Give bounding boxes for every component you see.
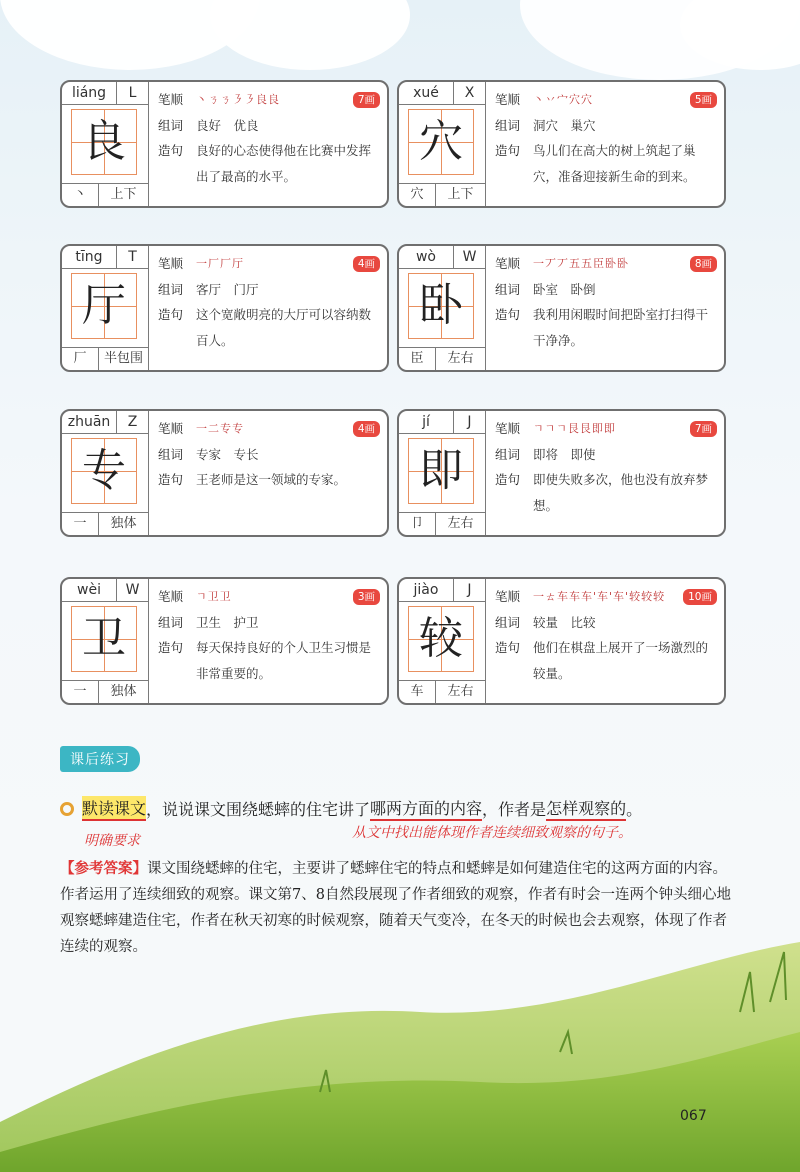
stroke-count-badge: 10画 bbox=[683, 589, 717, 605]
initial-letter: L bbox=[128, 85, 137, 101]
stroke-count-badge: 4画 bbox=[353, 421, 380, 437]
radical: 丶 bbox=[62, 184, 99, 206]
words-label: 组词 bbox=[495, 282, 521, 297]
page-number: 067 bbox=[680, 1108, 707, 1124]
sentence-label: 造句 bbox=[495, 143, 521, 158]
radical: 卩 bbox=[399, 513, 436, 535]
words-label: 组词 bbox=[495, 615, 521, 630]
stroke-label: 笔顺 bbox=[495, 421, 521, 436]
character: 卫 bbox=[82, 613, 126, 664]
character-info-panel bbox=[62, 246, 149, 370]
character-info-panel bbox=[62, 411, 149, 535]
stroke-count-badge: 7画 bbox=[690, 421, 717, 437]
handwritten-note-left: 明确要求 bbox=[84, 833, 140, 849]
question-text: ，说说课文围绕蟋蟀的住宅讲了 bbox=[146, 800, 371, 819]
character-info-panel bbox=[62, 82, 149, 206]
character-card bbox=[60, 409, 389, 537]
question-end: 。 bbox=[626, 800, 643, 819]
words: 客厅 门厅 bbox=[196, 282, 259, 297]
pinyin: wèi bbox=[62, 579, 117, 601]
pinyin: jiào bbox=[399, 579, 454, 601]
writing-grid bbox=[71, 606, 137, 672]
stroke-label: 笔顺 bbox=[495, 92, 521, 107]
bullet-circle-icon bbox=[60, 802, 74, 816]
answer-text: 课文围绕蟋蟀的住宅，主要讲了蟋蟀住宅的特点和蟋蟀是如何建造住宅的这两方面的内容。作者运用了连续细致的观察。课文第7、8自然段展现了作者细致的观察，作者有时会一连两个钟头细心地观察蟋蟀建造住宅，作者在秋天初寒的时候观察，随着天气变冷，在冬天的时候也会去观察，体现了作者连续的观察。 bbox=[60, 861, 731, 955]
words: 洞穴 巢穴 bbox=[533, 118, 596, 133]
stroke-count-badge: 3画 bbox=[353, 589, 380, 605]
words-label: 组词 bbox=[158, 282, 184, 297]
stroke-order: ㄱ卫卫 bbox=[196, 590, 232, 603]
question-highlight-2: 哪两方面的内容 bbox=[370, 796, 482, 821]
character: 良 bbox=[82, 116, 126, 167]
stroke-count-badge: 5画 bbox=[690, 92, 717, 108]
grass-illustration bbox=[0, 942, 800, 1172]
cloud-decoration bbox=[210, 0, 410, 70]
writing-grid bbox=[408, 109, 474, 175]
sentence: 每天保持良好的个人卫生习惯是非常重要的。 bbox=[196, 640, 372, 681]
initial-letter: W bbox=[125, 582, 140, 598]
stroke-label: 笔顺 bbox=[158, 256, 184, 271]
words: 即将 即使 bbox=[533, 447, 596, 462]
question-text: ，作者是 bbox=[482, 800, 547, 819]
character: 较 bbox=[419, 613, 463, 664]
structure: 左右 bbox=[447, 516, 474, 531]
question-highlight-1: 默读课文 bbox=[82, 796, 146, 821]
pinyin: zhuān bbox=[62, 411, 117, 433]
character-card bbox=[60, 80, 389, 208]
initial-letter: J bbox=[467, 582, 472, 598]
writing-grid bbox=[408, 606, 474, 672]
character-card bbox=[397, 409, 726, 537]
words: 专家 专长 bbox=[196, 447, 259, 462]
character-card bbox=[397, 244, 726, 372]
pinyin: wò bbox=[399, 246, 454, 268]
radical: 穴 bbox=[399, 184, 436, 206]
sentence: 良好的心态使得他在比赛中发挥出了最高的水平。 bbox=[196, 143, 372, 184]
radical: 厂 bbox=[62, 348, 99, 370]
sentence: 王老师是这一领域的专家。 bbox=[196, 472, 347, 487]
answer-tag: 【参考答案】 bbox=[60, 861, 147, 877]
structure: 左右 bbox=[447, 351, 474, 366]
stroke-order: 一丆丆五五臣卧卧 bbox=[533, 257, 629, 270]
character-card bbox=[60, 577, 389, 705]
character-info-panel bbox=[399, 246, 486, 370]
sentence-label: 造句 bbox=[495, 307, 521, 322]
writing-grid bbox=[408, 273, 474, 339]
stroke-label: 笔顺 bbox=[158, 589, 184, 604]
stroke-count-badge: 7画 bbox=[353, 92, 380, 108]
words-label: 组词 bbox=[495, 447, 521, 462]
structure: 独体 bbox=[110, 516, 137, 531]
radical: 车 bbox=[399, 681, 436, 703]
pinyin: xué bbox=[399, 82, 454, 104]
writing-grid bbox=[408, 438, 474, 504]
initial-letter: X bbox=[464, 85, 475, 101]
character-info-panel bbox=[399, 579, 486, 703]
stroke-label: 笔顺 bbox=[495, 589, 521, 604]
stroke-label: 笔顺 bbox=[158, 421, 184, 436]
character-card bbox=[397, 577, 726, 705]
stroke-label: 笔顺 bbox=[495, 256, 521, 271]
pinyin: liáng bbox=[62, 82, 117, 104]
initial-letter: Z bbox=[127, 414, 138, 430]
words: 卫生 护卫 bbox=[196, 615, 259, 630]
stroke-order: 丶丷宀穴穴 bbox=[533, 93, 593, 106]
radical: 臣 bbox=[399, 348, 436, 370]
writing-grid bbox=[71, 438, 137, 504]
structure: 上下 bbox=[447, 187, 474, 202]
words: 较量 比较 bbox=[533, 615, 596, 630]
words-label: 组词 bbox=[495, 118, 521, 133]
sentence: 鸟儿们在高大的树上筑起了巢穴，准备迎接新生命的到来。 bbox=[533, 143, 696, 184]
structure: 独体 bbox=[110, 684, 137, 699]
stroke-order: 一ㄊ车车车'车'车'较较较 bbox=[533, 590, 666, 603]
character-card bbox=[397, 80, 726, 208]
handwritten-note-right: 从文中找出能体现作者连续细致观察的句子。 bbox=[352, 825, 632, 841]
sentence-label: 造句 bbox=[495, 640, 521, 655]
sentence: 即使失败多次，他也没有放弃梦想。 bbox=[533, 472, 709, 513]
words: 良好 优良 bbox=[196, 118, 259, 133]
character: 即 bbox=[419, 445, 463, 496]
words-label: 组词 bbox=[158, 615, 184, 630]
sentence: 这个宽敞明亮的大厅可以容纳数百人。 bbox=[196, 307, 372, 348]
initial-letter: T bbox=[128, 249, 137, 265]
exercise-section-tag: 课后练习 bbox=[60, 746, 140, 772]
words: 卧室 卧倒 bbox=[533, 282, 596, 297]
character: 厅 bbox=[82, 280, 126, 331]
character: 穴 bbox=[419, 116, 463, 167]
pinyin: tīng bbox=[62, 246, 117, 268]
writing-grid bbox=[71, 273, 137, 339]
initial-letter: W bbox=[462, 249, 477, 265]
structure: 半包围 bbox=[103, 351, 143, 366]
words-label: 组词 bbox=[158, 447, 184, 462]
character: 专 bbox=[82, 445, 126, 496]
exercise-question bbox=[60, 796, 642, 821]
character: 卧 bbox=[419, 280, 463, 331]
character-card bbox=[60, 244, 389, 372]
stroke-label: 笔顺 bbox=[158, 92, 184, 107]
stroke-order: 一二专专 bbox=[196, 422, 244, 435]
question-highlight-3: 怎样观察的 bbox=[546, 796, 626, 821]
stroke-count-badge: 4画 bbox=[353, 256, 380, 272]
radical: 一 bbox=[62, 681, 99, 703]
reference-answer bbox=[60, 856, 740, 960]
words-label: 组词 bbox=[158, 118, 184, 133]
structure: 左右 bbox=[447, 684, 474, 699]
sentence: 他们在棋盘上展开了一场激烈的较量。 bbox=[533, 640, 709, 681]
initial-letter: J bbox=[467, 414, 472, 430]
stroke-order: 丶ㄋㄋ㇋㇋良良 bbox=[196, 93, 280, 106]
structure: 上下 bbox=[110, 187, 137, 202]
character-info-panel bbox=[399, 411, 486, 535]
writing-grid bbox=[71, 109, 137, 175]
stroke-order: ㄱㄱㄱ艮艮即即 bbox=[533, 422, 616, 435]
sentence: 我利用闲暇时间把卧室打扫得干干净净。 bbox=[533, 307, 709, 348]
sentence-label: 造句 bbox=[158, 307, 184, 322]
stroke-order: 一厂厂厅 bbox=[196, 257, 244, 270]
sentence-label: 造句 bbox=[158, 472, 184, 487]
character-info-panel bbox=[399, 82, 486, 206]
sentence-label: 造句 bbox=[495, 472, 521, 487]
stroke-count-badge: 8画 bbox=[690, 256, 717, 272]
sentence-label: 造句 bbox=[158, 640, 184, 655]
radical: 一 bbox=[62, 513, 99, 535]
sentence-label: 造句 bbox=[158, 143, 184, 158]
character-info-panel bbox=[62, 579, 149, 703]
pinyin: jí bbox=[399, 411, 454, 433]
